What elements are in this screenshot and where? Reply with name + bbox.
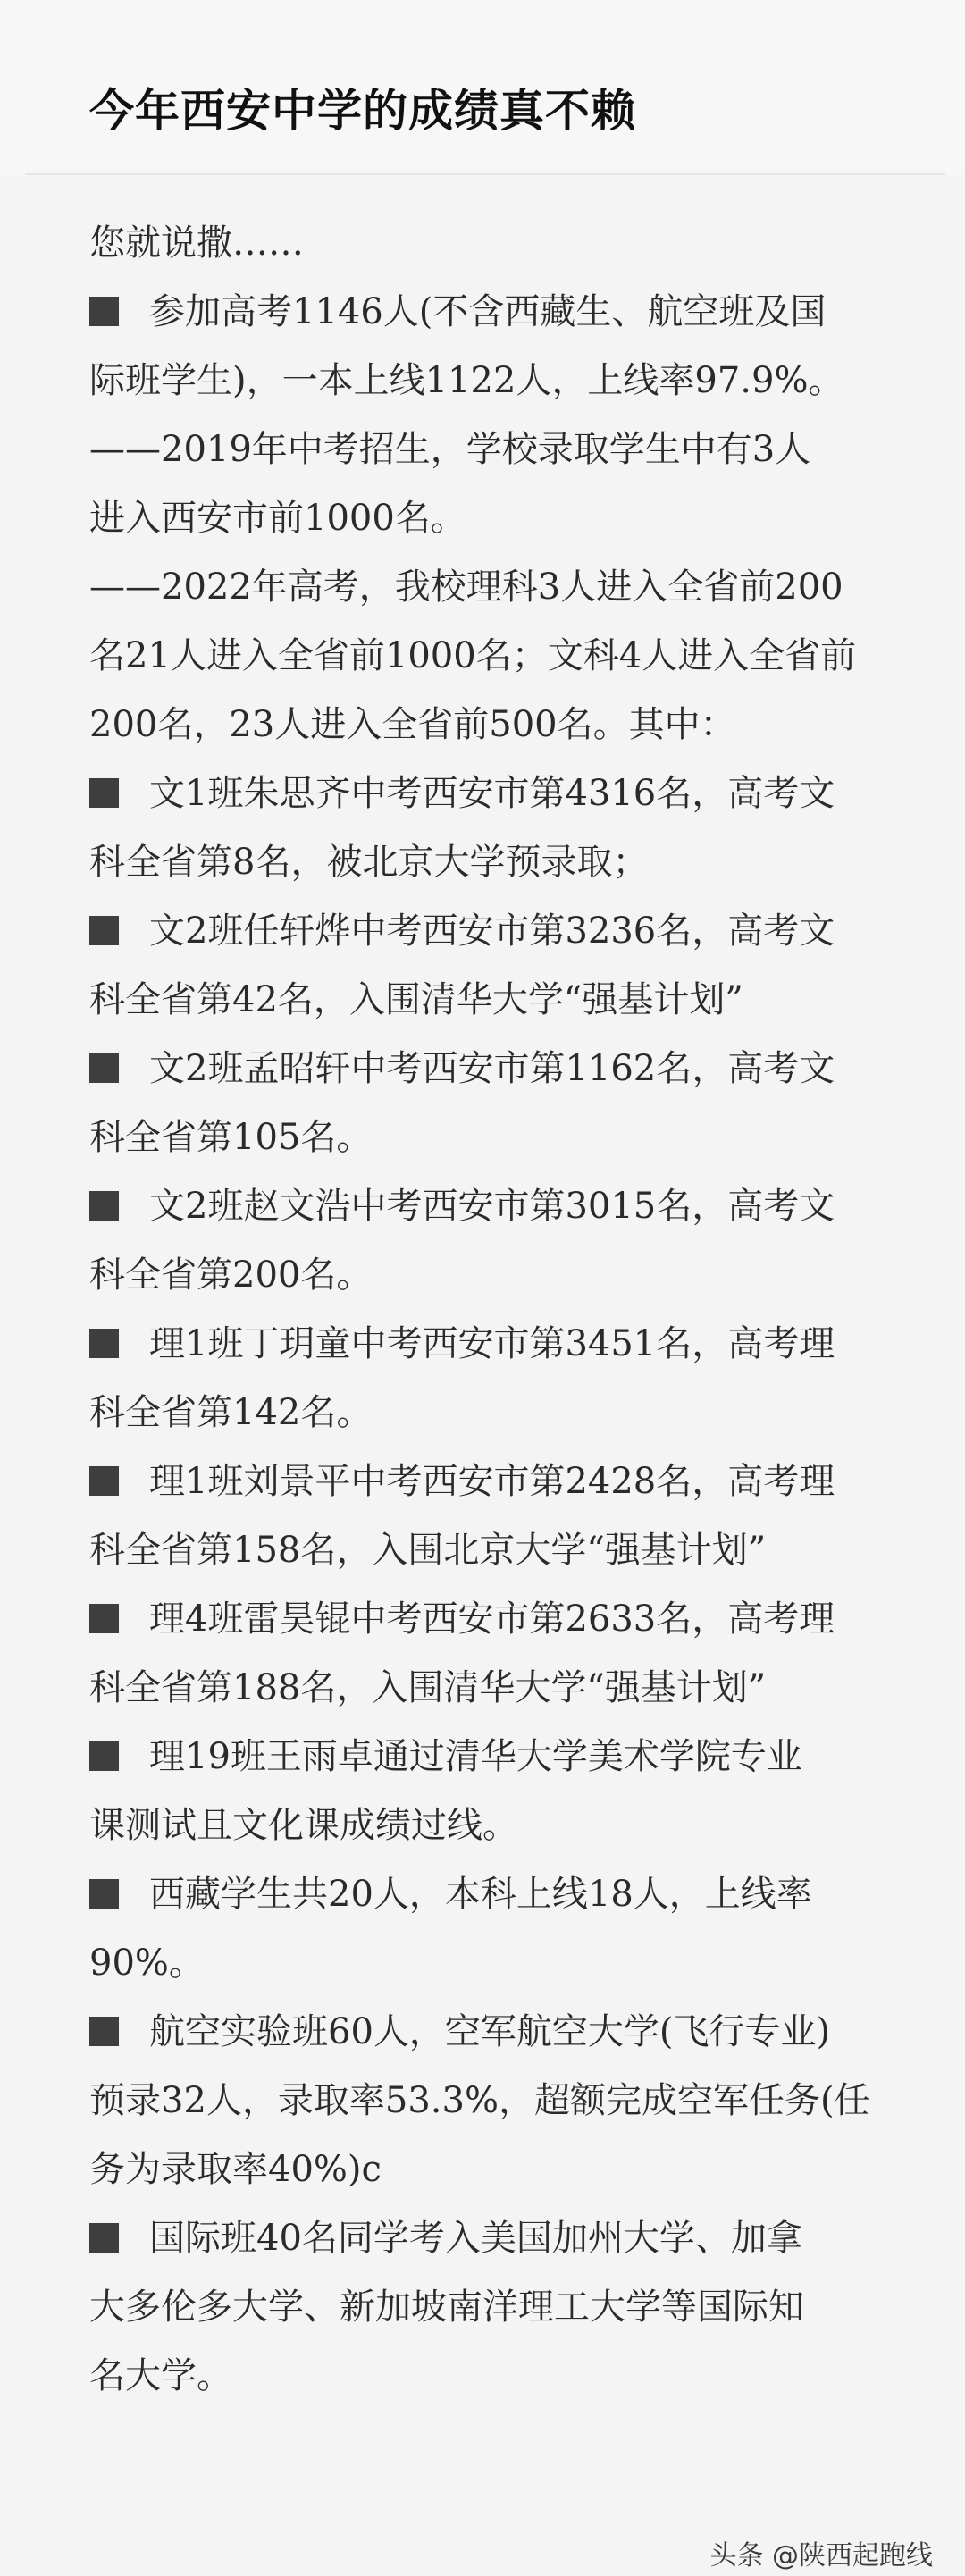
paragraph [89, 1998, 894, 2204]
paragraph [89, 1310, 894, 1447]
paragraph [89, 415, 894, 553]
paragraph [89, 1447, 894, 1585]
paragraph [89, 1585, 894, 1723]
paragraph [89, 278, 894, 415]
paragraph-text: 国际班40名同学考入美国加州大学、加拿 大多伦多大学、新加坡南洋理工大学等国际知 名大学。 [89, 2218, 804, 2396]
article-header [0, 0, 965, 175]
title-divider [25, 173, 945, 175]
paragraph-text: 西藏学生共20人，本科上线18人，上线率 90%。 [89, 1874, 812, 1984]
paragraph [89, 1723, 894, 1860]
black-square-icon [89, 778, 119, 808]
paragraph-text: 参加高考1146人(不含西藏生、航空班及国 际班学生)，一本上线1122人，上线率97.9%。 [89, 291, 844, 401]
paragraph-text: 文2班任轩烨中考西安市第3236名，高考文 科全省第42名，入围清华大学“强基计划” [89, 910, 835, 1020]
black-square-icon [89, 2223, 119, 2253]
black-square-icon [89, 1053, 119, 1083]
paragraph [89, 759, 894, 897]
black-square-icon [89, 2017, 119, 2046]
source-watermark: 头条 @陕西起跑线 [709, 2540, 933, 2572]
paragraph-text: 文2班赵文浩中考西安市第3015名，高考文 科全省第200名。 [89, 1186, 835, 1296]
paragraph [89, 1035, 894, 1172]
black-square-icon [89, 297, 119, 326]
black-square-icon [89, 1329, 119, 1358]
article-body [89, 209, 894, 2411]
black-square-icon [89, 1466, 119, 1496]
article-title: 今年西安中学的成绩真不赖 [89, 85, 636, 137]
black-square-icon [89, 1191, 119, 1221]
black-square-icon [89, 916, 119, 945]
paragraph [89, 1860, 894, 1998]
paragraph-text: 理1班丁玥童中考西安市第3451名，高考理 科全省第142名。 [89, 1323, 835, 1433]
paragraph-text: 文2班孟昭轩中考西安市第1162名，高考文 科全省第105名。 [89, 1048, 835, 1158]
paragraph-text: 航空实验班60人，空军航空大学(飞行专业) 预录32人，录取率53.3%，超额完成空军任务(任 务为录取率40%)c [89, 2011, 870, 2190]
paragraph [89, 897, 894, 1035]
paragraph-text: 理1班刘景平中考西安市第2428名，高考理 科全省第158名，入围北京大学“强基计划” [89, 1461, 835, 1571]
paragraph [89, 2204, 894, 2411]
paragraph [89, 1172, 894, 1310]
black-square-icon [89, 1879, 119, 1909]
paragraph-text: ——2022年高考，我校理科3人进入全省前200 名21人进入全省前1000名；文科4人进入全省前 200名，23人进入全省前500名。其中： [89, 566, 857, 745]
paragraph-text: 理4班雷昊锟中考西安市第2633名，高考理 科全省第188名，入围清华大学“强基计划” [89, 1598, 835, 1708]
black-square-icon [89, 1741, 119, 1771]
paragraph-text: 文1班朱思齐中考西安市第4316名，高考文 科全省第8名，被北京大学预录取； [89, 773, 835, 883]
paragraph-text: ——2019年中考招生，学校录取学生中有3人 进入西安市前1000名。 [89, 429, 811, 539]
paragraph-text: 理19班王雨卓通过清华大学美术学院专业 课测试且文化课成绩过线。 [89, 1736, 802, 1846]
black-square-icon [89, 1604, 119, 1633]
paragraph [89, 553, 894, 759]
intro-paragraph: 您就说撒…… [89, 222, 304, 264]
